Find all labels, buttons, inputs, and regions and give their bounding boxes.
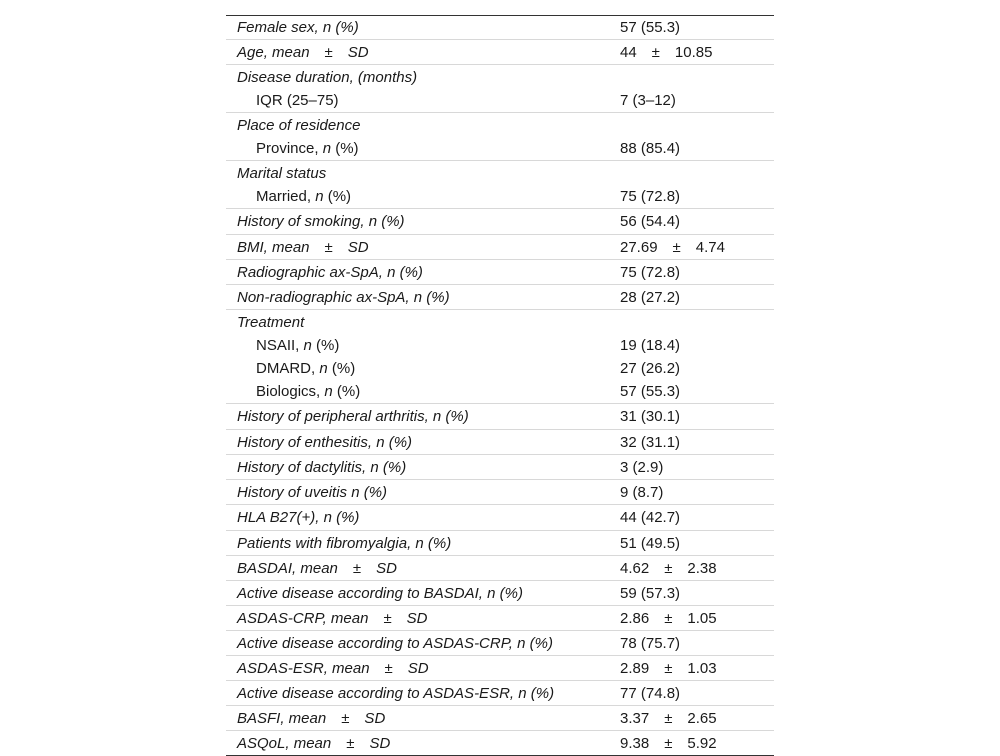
table-row	[226, 380, 774, 403]
row-value: 28 (27.2)	[620, 289, 681, 306]
table-row	[226, 555, 774, 580]
table-row	[226, 580, 774, 605]
row-label-n: n	[303, 337, 312, 354]
table-row	[226, 39, 774, 64]
table-row	[226, 137, 774, 160]
table-row	[226, 112, 774, 137]
row-value: 7 (3–12)	[620, 92, 676, 109]
table-row	[226, 530, 774, 555]
row-label: History of uveitis n (%)	[237, 484, 388, 501]
row-label-text: IQR (25–75)	[256, 92, 339, 109]
row-label	[256, 334, 339, 357]
row-label: History of enthesitis, n (%)	[237, 434, 413, 451]
row-value: 59 (57.3)	[620, 585, 681, 602]
row-label: Radiographic ax-SpA, n (%)	[237, 264, 423, 281]
row-label-text: Married,	[256, 188, 316, 205]
table-body	[226, 16, 774, 755]
row-label: BASDAI, mean ± SD	[237, 560, 397, 577]
row-label-text: Province,	[256, 140, 323, 157]
table-row	[226, 334, 774, 357]
table-row	[226, 234, 774, 259]
row-label: HLA B27(+), n (%)	[237, 509, 360, 526]
row-label: Disease duration, (months)	[237, 69, 418, 86]
table-row	[226, 16, 774, 39]
row-label: Marital status	[237, 165, 327, 182]
table-row	[226, 284, 774, 309]
row-label-text: Biologics,	[256, 383, 325, 400]
row-label: Active disease according to ASDAS-CRP, n (%)	[237, 635, 553, 652]
row-label: ASDAS-CRP, mean ± SD	[237, 610, 428, 627]
row-label-suffix: (%)	[327, 360, 356, 377]
row-value: 2.89 ± 1.03	[620, 660, 717, 677]
row-label-suffix: (%)	[323, 188, 352, 205]
row-label: Age, mean ± SD	[237, 44, 369, 61]
row-label-suffix: (%)	[331, 140, 359, 157]
table-row	[226, 309, 774, 334]
row-label	[256, 89, 339, 112]
row-label-n: n	[319, 360, 328, 377]
row-label: Treatment	[237, 314, 305, 331]
row-value: 57 (55.3)	[620, 383, 681, 400]
table-row	[226, 680, 774, 705]
row-value: 3.37 ± 2.65	[620, 710, 717, 727]
row-label	[256, 357, 355, 380]
table-row	[226, 208, 774, 234]
row-value: 88 (85.4)	[620, 140, 681, 157]
table-row	[226, 454, 774, 479]
row-value: 3 (2.9)	[620, 459, 664, 476]
row-label-text: DMARD,	[256, 360, 320, 377]
characteristics-table	[226, 15, 774, 756]
row-label: BMI, mean ± SD	[237, 239, 369, 256]
row-label: History of peripheral arthritis, n (%)	[237, 408, 469, 425]
row-value: 51 (49.5)	[620, 535, 681, 552]
table-row	[226, 730, 774, 755]
row-label-n: n	[315, 188, 324, 205]
table-row	[226, 185, 774, 208]
row-value: 75 (72.8)	[620, 264, 681, 281]
row-label: History of dactylitis, n (%)	[237, 459, 407, 476]
row-value: 56 (54.4)	[620, 213, 681, 230]
row-label: Patients with fibromyalgia, n (%)	[237, 535, 452, 552]
row-label-suffix: (%)	[311, 337, 340, 354]
row-value: 27.69 ± 4.74	[620, 239, 725, 256]
row-label: ASQoL, mean ± SD	[237, 735, 391, 752]
row-label: Active disease according to ASDAS-ESR, n (%)	[237, 685, 555, 702]
row-label-n: n	[324, 383, 333, 400]
row-value: 32 (31.1)	[620, 434, 681, 451]
row-value: 4.62 ± 2.38	[620, 560, 717, 577]
table-row	[226, 605, 774, 630]
table-row	[226, 705, 774, 730]
row-label: Place of residence	[237, 117, 361, 134]
row-label	[256, 380, 360, 403]
row-value: 78 (75.7)	[620, 635, 681, 652]
table-row	[226, 89, 774, 112]
table-row	[226, 429, 774, 454]
row-label	[256, 185, 351, 208]
table-row	[226, 160, 774, 185]
row-label-n: n	[322, 140, 332, 157]
table-row	[226, 504, 774, 530]
table-row	[226, 259, 774, 284]
row-label: Non-radiographic ax-SpA, n (%)	[237, 289, 450, 306]
row-label: ASDAS-ESR, mean ± SD	[237, 660, 429, 677]
row-label-text: NSAII,	[256, 337, 304, 354]
table-row	[226, 357, 774, 380]
table-row	[226, 64, 774, 89]
row-value: 77 (74.8)	[620, 685, 681, 702]
row-label: History of smoking, n (%)	[237, 213, 405, 230]
row-value: 57 (55.3)	[620, 19, 681, 36]
row-value: 2.86 ± 1.05	[620, 610, 717, 627]
row-value: 9 (8.7)	[620, 484, 664, 501]
table-row	[226, 630, 774, 655]
row-value: 31 (30.1)	[620, 408, 681, 425]
table-row	[226, 403, 774, 429]
table-row	[226, 655, 774, 680]
row-label-suffix: (%)	[332, 383, 361, 400]
row-label: BASFI, mean ± SD	[237, 710, 386, 727]
row-label	[256, 137, 359, 160]
row-value: 44 ± 10.85	[620, 44, 713, 61]
row-value: 75 (72.8)	[620, 188, 681, 205]
row-label: Female sex, n (%)	[237, 19, 359, 36]
table-row	[226, 479, 774, 504]
row-value: 27 (26.2)	[620, 360, 681, 377]
row-value: 9.38 ± 5.92	[620, 735, 717, 752]
row-label: Active disease according to BASDAI, n (%)	[237, 585, 523, 602]
row-value: 44 (42.7)	[620, 509, 681, 526]
row-value: 19 (18.4)	[620, 337, 681, 354]
